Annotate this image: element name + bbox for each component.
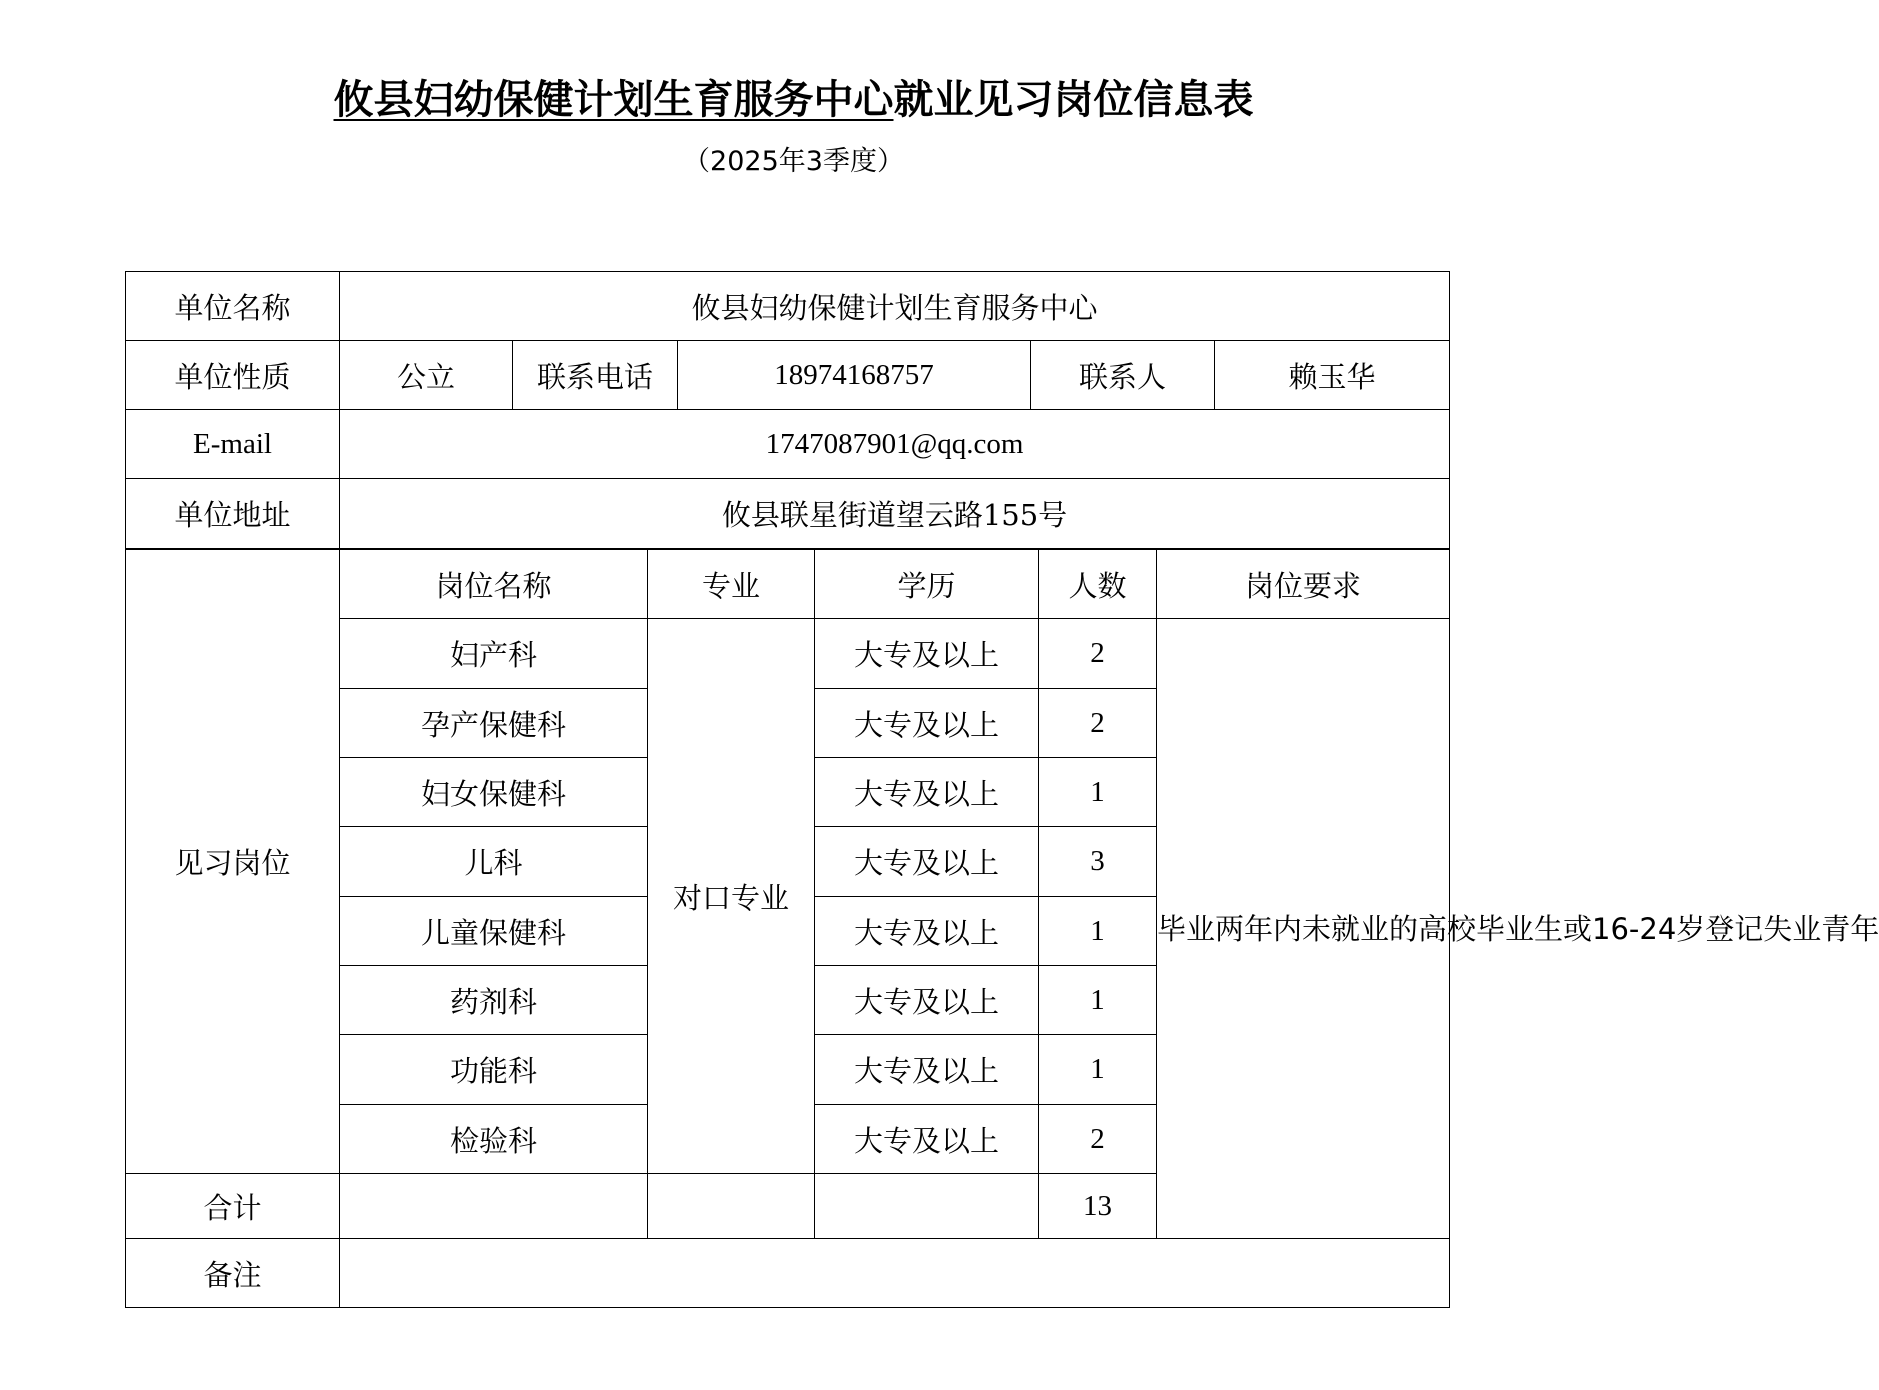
page-title: [0, 72, 1587, 128]
position-count: 3: [1039, 827, 1157, 897]
requirement-value: 毕业两年内未就业的高校毕业生或16-24岁登记失业青年: [1157, 619, 1450, 1239]
position-info-table: [125, 271, 1450, 549]
remarks-value: [340, 1239, 1450, 1308]
phone-value: 18974168757: [678, 341, 1031, 410]
position-count: 1: [1039, 966, 1157, 1035]
position-count: 1: [1039, 1035, 1157, 1105]
phone-label: 联系电话: [513, 341, 678, 410]
total-label: 合计: [126, 1174, 340, 1239]
position-education: 大专及以上: [815, 897, 1039, 966]
position-education: 大专及以上: [815, 619, 1039, 689]
email-label: E-mail: [126, 410, 340, 479]
position-count: 2: [1039, 619, 1157, 689]
total-empty-cell: [340, 1174, 648, 1239]
position-count: 1: [1039, 897, 1157, 966]
position-name: 妇产科: [340, 619, 648, 689]
position-education: 大专及以上: [815, 689, 1039, 758]
contact-value: 赖玉华: [1215, 341, 1450, 410]
position-education: 大专及以上: [815, 827, 1039, 897]
unit-name-row: [126, 272, 1450, 341]
unit-nature-value: 公立: [340, 341, 513, 410]
position-education: 大专及以上: [815, 1105, 1039, 1174]
address-row: [126, 479, 1450, 549]
positions-table: [125, 549, 1879, 1308]
remarks-row: [126, 1239, 1450, 1308]
positions-section-label: 见习岗位: [126, 550, 340, 1174]
header-requirement: 岗位要求: [1157, 550, 1450, 619]
unit-name-label: 单位名称: [126, 272, 340, 341]
position-name: 妇女保健科: [340, 758, 648, 827]
title-rest-part: 就业见习岗位信息表: [893, 77, 1254, 123]
position-name: 儿童保健科: [340, 897, 648, 966]
remarks-label: 备注: [126, 1239, 340, 1308]
header-education: 学历: [815, 550, 1039, 619]
address-label: 单位地址: [126, 479, 340, 549]
address-value: 攸县联星街道望云路155号: [340, 479, 1450, 549]
position-count: 2: [1039, 1105, 1157, 1174]
total-value: 13: [1039, 1174, 1157, 1239]
unit-name-value: 攸县妇幼保健计划生育服务中心: [340, 272, 1450, 341]
position-education: 大专及以上: [815, 1035, 1039, 1105]
position-name: 孕产保健科: [340, 689, 648, 758]
position-count: 1: [1039, 758, 1157, 827]
total-empty-cell: [648, 1174, 815, 1239]
unit-nature-row: [126, 341, 1450, 410]
unit-nature-label: 单位性质: [126, 341, 340, 410]
title-underlined-part: 攸县妇幼保健计划生育服务中心: [333, 77, 894, 123]
header-position-name: 岗位名称: [340, 550, 648, 619]
total-empty-cell: [815, 1174, 1039, 1239]
header-major: 专业: [648, 550, 815, 619]
contact-label: 联系人: [1031, 341, 1215, 410]
position-education: 大专及以上: [815, 758, 1039, 827]
page-subtitle: （2025年3季度）: [683, 146, 904, 177]
email-value: 1747087901@qq.com: [340, 410, 1450, 479]
position-name: 检验科: [340, 1105, 648, 1174]
position-count: 2: [1039, 689, 1157, 758]
position-name: 药剂科: [340, 966, 648, 1035]
header-count: 人数: [1039, 550, 1157, 619]
position-name: 功能科: [340, 1035, 648, 1105]
positions-header-row: [126, 550, 1450, 619]
email-row: [126, 410, 1450, 479]
major-value: 对口专业: [648, 619, 815, 1174]
position-education: 大专及以上: [815, 966, 1039, 1035]
position-name: 儿科: [340, 827, 648, 897]
